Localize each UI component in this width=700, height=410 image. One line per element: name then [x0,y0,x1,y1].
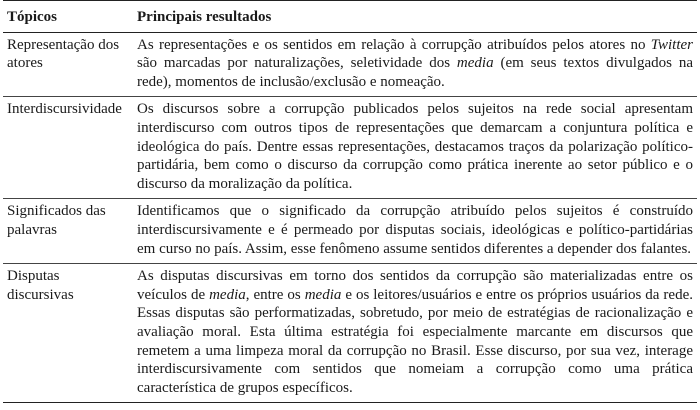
topic-cell: Interdiscursividade [3,97,133,199]
result-emphasis: media [456,55,494,72]
table-row [3,32,697,97]
result-cell [133,32,697,97]
topic-cell: Disputas discursivas [3,264,133,403]
table-row [3,97,697,199]
result-text: , entre os [245,286,305,303]
result-emphasis: media [209,286,246,303]
result-text: e os leitores/usuários e entre os próprios usuários da rede. Essas disputas são performatizadas, sobretudo, por meio de estratégias de racionalização e avaliação moral. Esta última estratégia foi especialmente marcante em discursos que remetem a uma limpeza moral da corrupção no Brasil. Esse discurso, por sua vez, interage interdiscursivamente com sentidos que nomeiam a corrupção como uma prática característica de grupos específicos. [137,286,693,396]
result-cell [133,199,697,264]
column-header-topics: Tópicos [3,1,133,33]
table-row [3,199,697,264]
table-header-row [3,1,697,33]
results-table [3,0,697,403]
result-emphasis: media [304,286,342,303]
result-text: As disputas discursivas em torno dos sentidos da corrupção são materializadas entre os veículos de [137,268,693,303]
topic-cell: Significados das palavras [3,199,133,264]
result-text: Os discursos sobre a corrupção publicados pelos sujeitos na rede social apresentam interdiscurso com outros tipos de representações que demarcam a conjuntura política e ideológica do país. Dentre essas representações, destacamos traços da polarização político-partidária, bem como o discurso da corrupção como prática inerente ao setor público e o discurso da moralização da política. [137,101,693,192]
result-text: (em seus textos divulgados na rede), momentos de inclusão/exclusão e nomeação. [137,55,693,90]
topic-cell: Representação dos atores [3,32,133,97]
result-cell [133,264,697,403]
table-row [3,264,697,403]
result-text: Identificamos que o significado da corrupção atribuído pelos sujeitos é construído interdiscursivamente e é permeado por disputas sociais, ideológicas e político-partidárias em curso no país. Assim, esse fenômeno assume sentidos diferentes a depender dos falantes. [137,203,693,257]
result-emphasis: Twitter [650,36,693,53]
result-cell [133,97,697,199]
result-text: são marcadas por naturalizações, seletividade dos [137,55,457,72]
column-header-results: Principais resultados [133,1,697,33]
result-text: As representações e os sentidos em relação à corrupção atribuídos pelos atores no [137,36,651,53]
